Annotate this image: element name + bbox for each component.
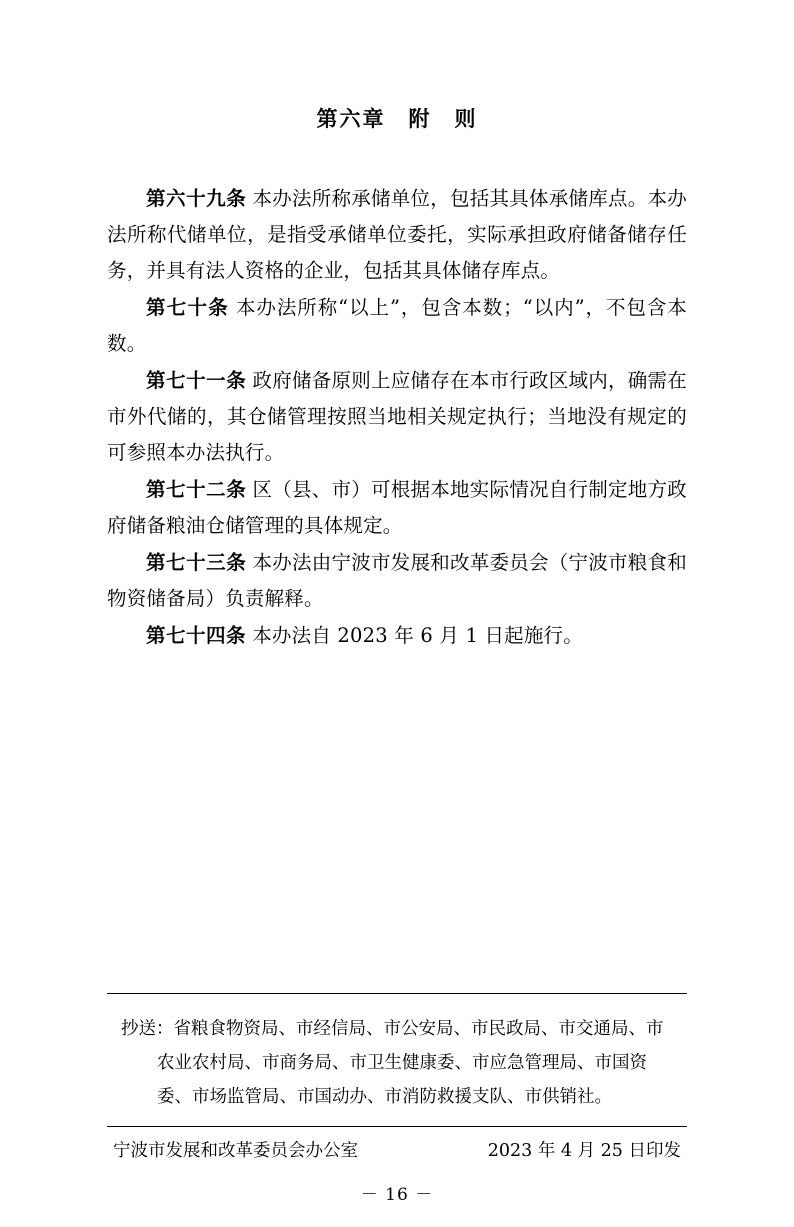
article-list <box>107 181 687 654</box>
carbon-copy-block <box>107 1012 687 1114</box>
article-label: 第七十四条 <box>146 624 247 648</box>
carbon-copy-line: 委、市场监管局、市国动办、市消防救援支队、市供销社。 <box>157 1087 612 1107</box>
article-item <box>107 618 687 654</box>
article-text: 政府储备原则上应储存在本市行政区域内，确需在市外代储的，其仓储管理按照当地相关规定执行；当地没有规定的可参照本办法执行。 <box>107 369 687 465</box>
issuer-row <box>107 1127 687 1166</box>
article-item <box>107 545 687 617</box>
issue-date: 2023 年 4 月 25 日印发 <box>487 1141 681 1161</box>
chapter-heading: 第六章 附 则 <box>316 106 478 131</box>
article-label: 第七十二条 <box>146 478 247 502</box>
article-item <box>107 181 687 289</box>
carbon-copy-line: 抄送：省粮食物资局、市经信局、市公安局、市民政局、市交通局、市 <box>121 1019 664 1039</box>
article-item <box>107 472 687 544</box>
article-item <box>107 363 687 471</box>
article-label: 第七十三条 <box>146 551 247 575</box>
document-page <box>0 104 794 1227</box>
article-text: 本办法由宁波市发展和改革委员会（宁波市粮食和物资储备局）负责解释。 <box>107 551 687 611</box>
footer-spacer <box>107 1205 687 1227</box>
page-number: － 16 － <box>360 1185 434 1205</box>
carbon-copy-line: 农业农村局、市商务局、市卫生健康委、市应急管理局、市国资 <box>157 1053 647 1073</box>
footer-divider-top <box>107 993 687 994</box>
article-item <box>107 290 687 362</box>
article-text: 本办法所称“以上”，包含本数；“以内”，不包含本数。 <box>107 296 687 356</box>
issuer-name: 宁波市发展和改革委员会办公室 <box>113 1141 358 1161</box>
article-label: 第七十一条 <box>146 369 247 393</box>
page-footer <box>107 993 687 1227</box>
article-label: 第六十九条 <box>146 187 247 211</box>
article-text: 区（县、市）可根据本地实际情况自行制定地方政府储备粮油仓储管理的具体规定。 <box>107 478 687 538</box>
article-label: 第七十条 <box>146 296 229 320</box>
article-text: 本办法所称承储单位，包括其具体承储库点。本办法所称代储单位，是指受承储单位委托，实际承担政府储备储存任务，并具有法人资格的企业，包括其具体储存库点。 <box>107 187 687 283</box>
article-text: 本办法自 2023 年 6 月 1 日起施行。 <box>252 624 583 648</box>
